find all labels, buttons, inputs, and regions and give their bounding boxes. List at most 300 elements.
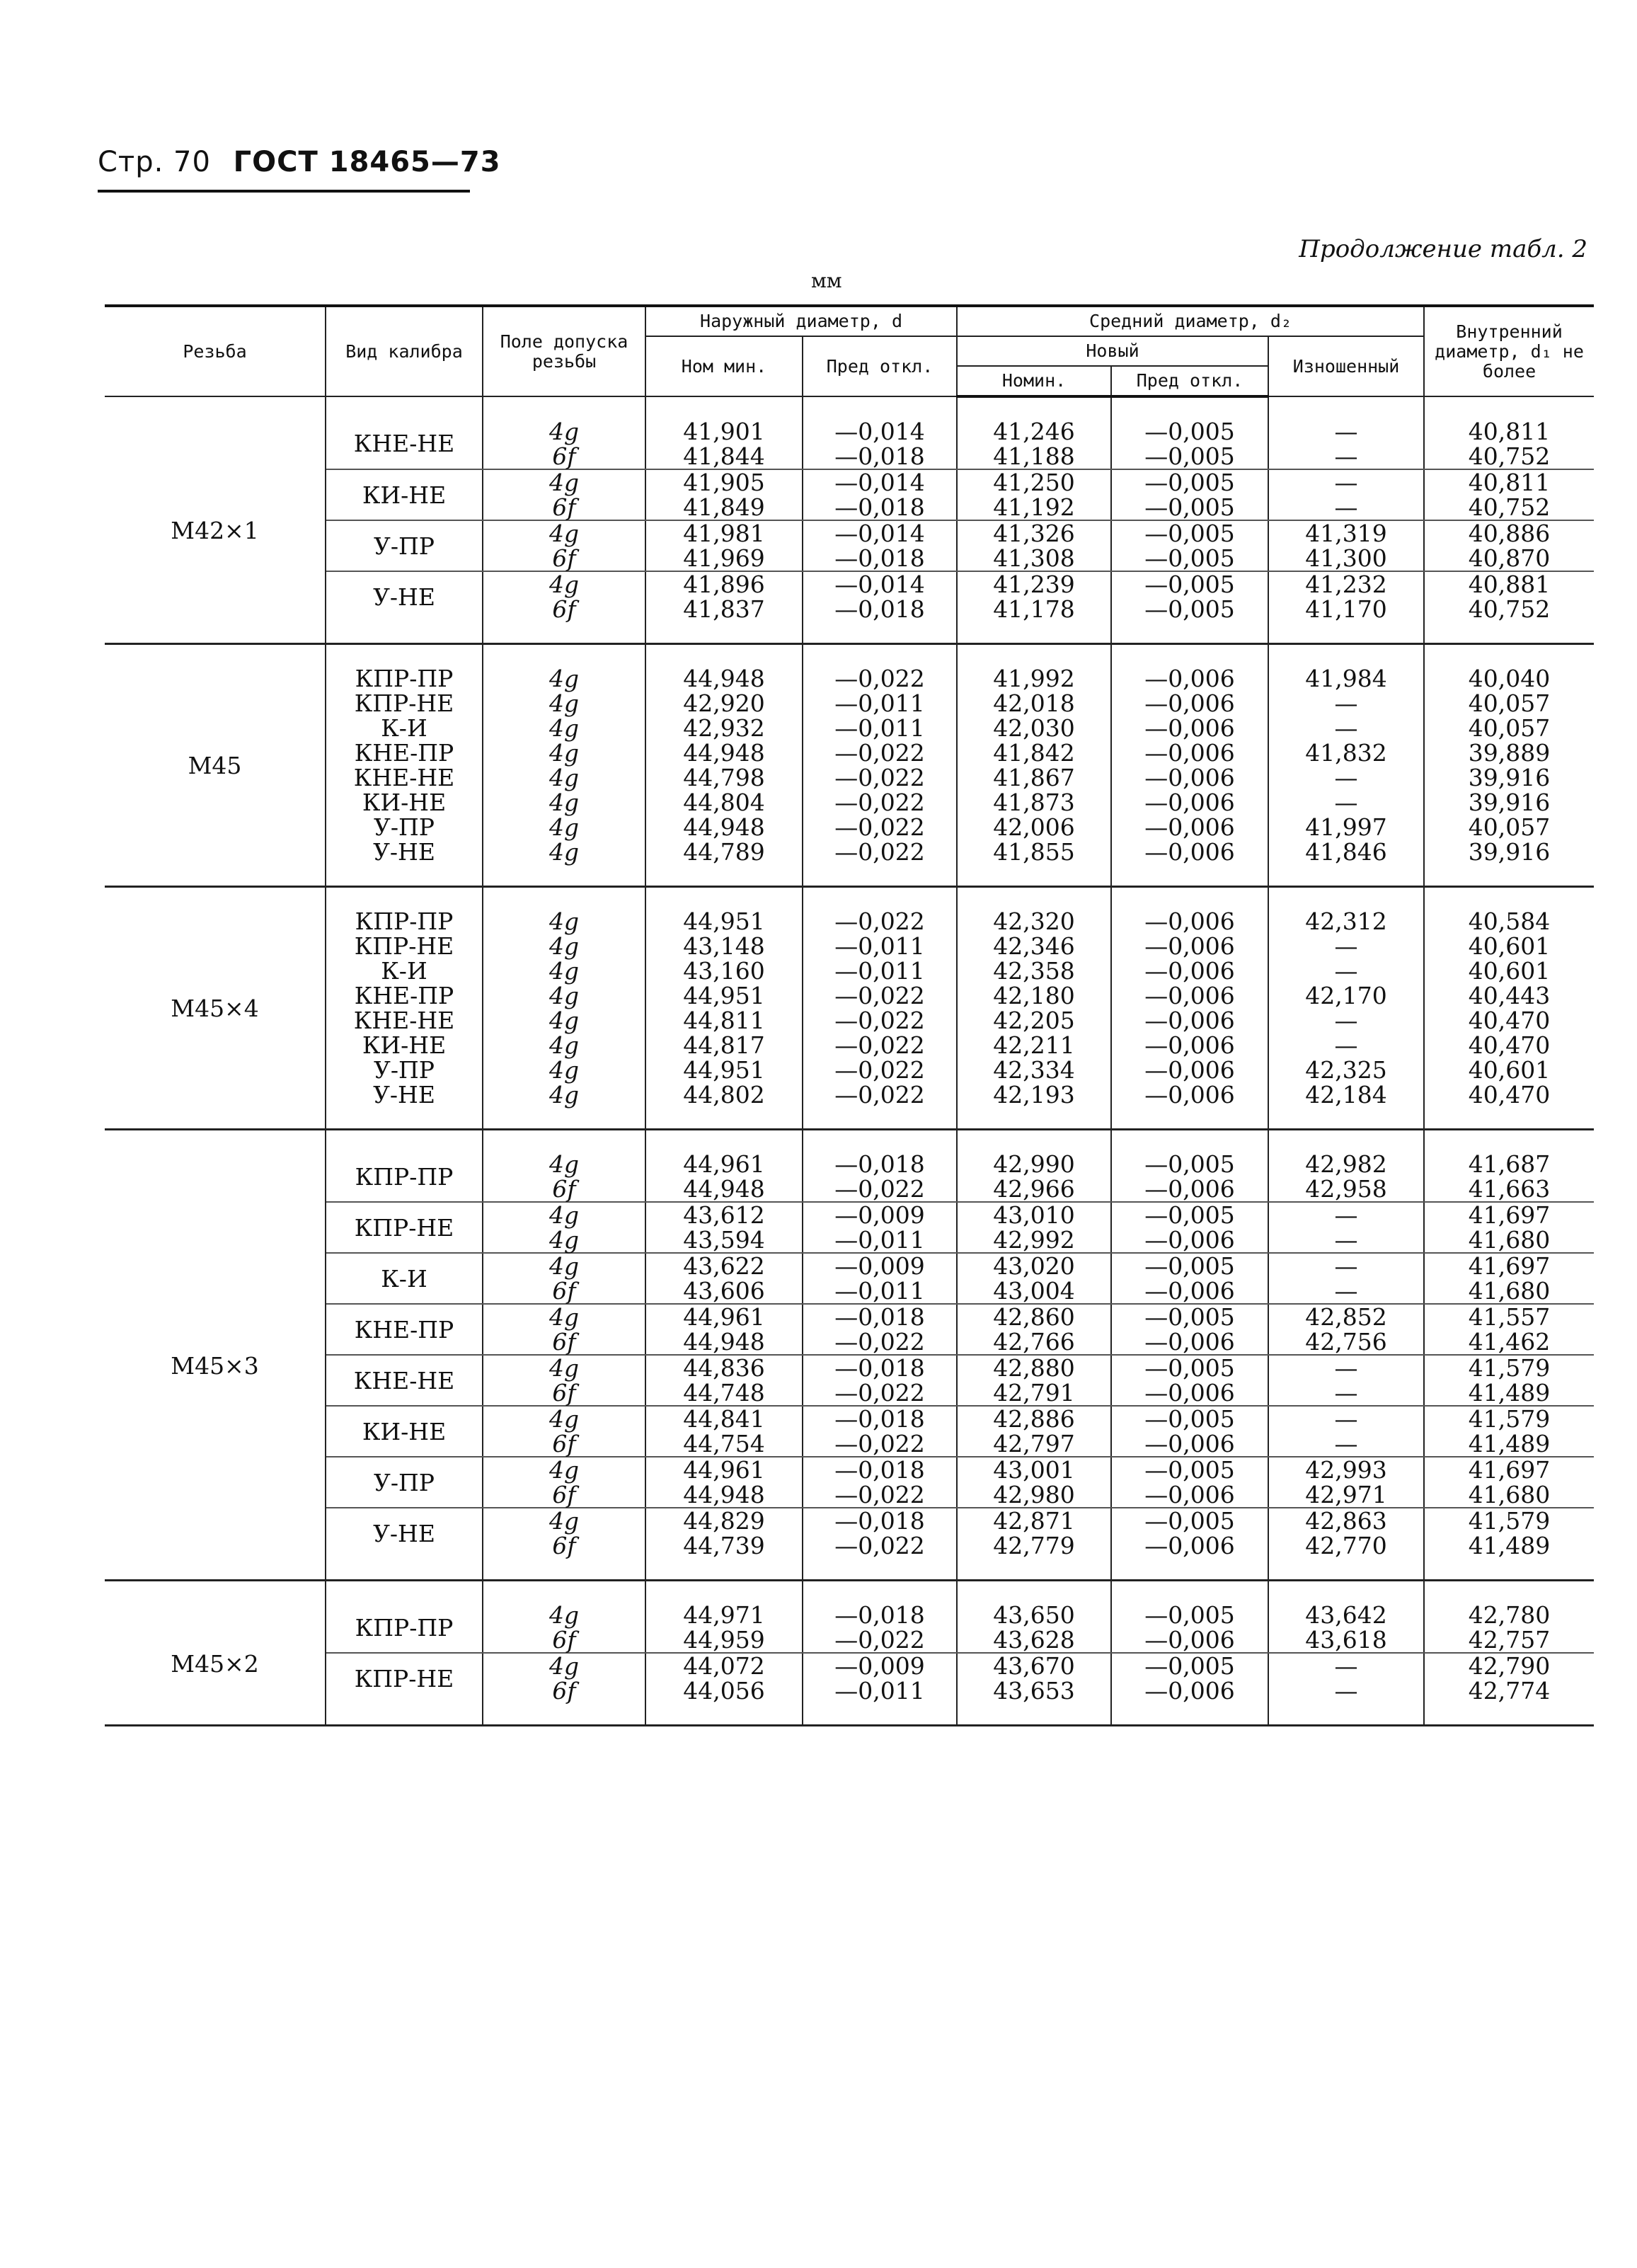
outer-deviation-value: —0,018 <box>834 595 925 623</box>
outer-deviation-value: —0,022 <box>834 1328 925 1356</box>
tolerance-field-value: 4g <box>548 1456 580 1484</box>
tolerance-field-value: 4g <box>548 1601 580 1629</box>
tolerance-field-value: 6f <box>552 1481 576 1508</box>
outer-diameter-value: 44,971 <box>683 1601 765 1629</box>
gauge-type-value: КНЕ-НЕ <box>353 1366 455 1394</box>
worn-value: — <box>1334 1226 1358 1254</box>
outer-deviation-value: —0,022 <box>834 1056 925 1084</box>
gauge-type-value: КПР-НЕ <box>354 689 454 717</box>
worn-value: — <box>1334 1031 1358 1059</box>
tolerance-field-value: 4g <box>548 789 580 816</box>
inner-diameter-value: 41,489 <box>1468 1379 1551 1407</box>
header-underline <box>98 190 470 193</box>
pitch-deviation-value: —0,006 <box>1144 1379 1235 1407</box>
inner-diameter-value: 42,774 <box>1468 1677 1551 1705</box>
outer-deviation-value: —0,022 <box>834 1481 925 1508</box>
outer-deviation-value: —0,011 <box>834 1677 925 1705</box>
outer-deviation-value: —0,022 <box>834 1626 925 1654</box>
tolerance-field-value: 6f <box>552 1532 576 1559</box>
outer-deviation-value: —0,022 <box>834 1081 925 1109</box>
outer-diameter-cell <box>645 1457 803 1508</box>
tolerance-field-value: 4g <box>548 764 580 791</box>
outer-diameter-value: 44,798 <box>683 764 765 791</box>
pitch-nominal-value: 42,860 <box>993 1303 1075 1331</box>
pitch-nominal-value: 42,980 <box>993 1481 1075 1508</box>
outer-deviation-value: —0,011 <box>834 689 925 717</box>
pitch-deviation-cell <box>1111 1653 1268 1726</box>
outer-deviation-cell <box>803 1406 957 1457</box>
outer-deviation-cell <box>803 396 957 469</box>
tolerance-field-value: 4g <box>548 520 580 547</box>
pitch-deviation-cell <box>1111 1581 1268 1654</box>
tolerance-field-value: 4g <box>548 1056 580 1084</box>
worn-value: — <box>1334 442 1358 470</box>
outer-diameter-value: 41,896 <box>683 571 765 598</box>
outer-deviation-value: —0,022 <box>834 1430 925 1457</box>
outer-diameter-value: 41,981 <box>683 520 765 547</box>
pitch-nominal-value: 41,192 <box>993 493 1075 521</box>
pitch-nominal-cell <box>957 1130 1111 1203</box>
inner-diameter-value: 40,811 <box>1468 417 1551 445</box>
outer-deviation-value: —0,018 <box>834 493 925 521</box>
worn-value: — <box>1334 417 1358 445</box>
table-row <box>105 1653 1594 1726</box>
worn-value: 42,993 <box>1305 1456 1387 1484</box>
inner-diameter-value: 41,663 <box>1468 1175 1551 1203</box>
page-header <box>98 146 501 178</box>
outer-diameter-value: 44,789 <box>683 838 765 866</box>
worn-value: 41,232 <box>1305 571 1387 598</box>
pitch-deviation-cell <box>1111 1202 1268 1253</box>
gauge-type-value: КПР-НЕ <box>354 1664 454 1693</box>
pitch-nominal-value: 42,006 <box>993 813 1075 841</box>
gauge-type-value: КИ-НЕ <box>362 481 447 509</box>
outer-deviation-cell <box>803 1457 957 1508</box>
worn-value: 41,984 <box>1305 665 1387 692</box>
pitch-nominal-value: 42,966 <box>993 1175 1075 1203</box>
gauge-type-cell <box>326 1653 483 1726</box>
inner-diameter-cell <box>1424 1581 1594 1654</box>
worn-value: — <box>1334 493 1358 521</box>
worn-value: — <box>1334 1007 1358 1034</box>
gauge-type-cell <box>326 1581 483 1654</box>
worn-value: 42,863 <box>1305 1507 1387 1535</box>
tolerance-field-value: 6f <box>552 1626 576 1654</box>
gauge-type-value: КПР-ПР <box>355 1613 454 1642</box>
worn-value: — <box>1334 957 1358 985</box>
inner-diameter-value: 41,489 <box>1468 1430 1551 1457</box>
gauge-type-value: КПР-ПР <box>355 665 454 692</box>
pitch-nominal-value: 41,188 <box>993 442 1075 470</box>
worn-value: — <box>1334 469 1358 496</box>
inner-diameter-value: 41,680 <box>1468 1481 1551 1508</box>
worn-value: — <box>1334 789 1358 816</box>
pitch-deviation-cell <box>1111 1253 1268 1304</box>
inner-diameter-value: 40,601 <box>1468 932 1551 960</box>
tolerance-field-value: 4g <box>548 1081 580 1109</box>
tolerance-field-value: 6f <box>552 1277 576 1305</box>
worn-cell <box>1268 571 1424 644</box>
col-outer-nominal-min: Ном мин. <box>645 336 803 396</box>
outer-deviation-value: —0,011 <box>834 957 925 985</box>
outer-diameter-cell <box>645 571 803 644</box>
worn-value: 41,846 <box>1305 838 1387 866</box>
tolerance-field-cell <box>483 644 645 887</box>
pitch-deviation-value: —0,005 <box>1144 418 1235 445</box>
pitch-deviation-cell <box>1111 1130 1268 1203</box>
outer-diameter-value: 44,804 <box>683 789 765 816</box>
outer-diameter-value: 44,951 <box>683 907 765 935</box>
inner-diameter-value: 40,881 <box>1468 571 1551 598</box>
worn-cell <box>1268 469 1424 520</box>
pitch-nominal-value: 43,650 <box>993 1601 1075 1629</box>
outer-diameter-value: 42,932 <box>683 714 765 742</box>
tolerance-field-value: 4g <box>548 838 580 866</box>
pitch-nominal-value: 42,320 <box>993 907 1075 935</box>
pitch-nominal-value: 43,001 <box>993 1456 1075 1484</box>
table-row <box>105 887 1594 1130</box>
outer-diameter-value: 41,837 <box>683 595 765 623</box>
gauge-type-value: К-И <box>381 714 427 742</box>
outer-deviation-cell <box>803 1304 957 1355</box>
thread-cell: М45×4 <box>105 887 326 1130</box>
outer-deviation-value: —0,022 <box>834 665 925 692</box>
gauge-type-value: КИ-НЕ <box>362 1417 447 1445</box>
worn-cell <box>1268 520 1424 571</box>
outer-deviation-cell <box>803 644 957 887</box>
outer-diameter-value: 44,948 <box>683 739 765 767</box>
inner-diameter-cell <box>1424 1457 1594 1508</box>
pitch-nominal-cell <box>957 1508 1111 1581</box>
thread-cell: М42×1 <box>105 396 326 644</box>
inner-diameter-cell <box>1424 1304 1594 1355</box>
pitch-nominal-value: 41,178 <box>993 595 1075 623</box>
outer-deviation-value: —0,022 <box>834 907 925 935</box>
pitch-nominal-value: 42,358 <box>993 957 1075 985</box>
pitch-deviation-value: —0,005 <box>1144 595 1235 623</box>
pitch-deviation-value: —0,005 <box>1144 1150 1235 1178</box>
outer-diameter-value: 43,160 <box>683 957 765 985</box>
outer-diameter-value: 44,056 <box>683 1677 765 1705</box>
inner-diameter-cell <box>1424 469 1594 520</box>
pitch-deviation-value: —0,006 <box>1144 1007 1235 1034</box>
outer-diameter-value: 41,849 <box>683 493 765 521</box>
gauge-type-cell <box>326 571 483 644</box>
tolerance-field-value: 4g <box>548 1007 580 1034</box>
gauge-type-cell <box>326 1202 483 1253</box>
inner-diameter-value: 41,489 <box>1468 1532 1551 1559</box>
thread-cell: М45×2 <box>105 1581 326 1726</box>
worn-value: — <box>1334 764 1358 791</box>
pitch-nominal-value: 41,992 <box>993 665 1075 692</box>
worn-value: 42,971 <box>1305 1481 1387 1508</box>
gauge-type-value: У-НЕ <box>373 838 435 866</box>
tolerance-field-cell <box>483 1304 645 1355</box>
pitch-nominal-value: 42,797 <box>993 1430 1075 1457</box>
inner-diameter-value: 42,790 <box>1468 1652 1551 1680</box>
pitch-deviation-value: —0,005 <box>1144 442 1235 470</box>
outer-deviation-value: —0,022 <box>834 739 925 767</box>
worn-value: 42,184 <box>1305 1081 1387 1109</box>
gauge-type-value: У-НЕ <box>373 583 435 611</box>
tolerance-field-value: 4g <box>548 469 580 496</box>
inner-diameter-value: 40,870 <box>1468 544 1551 572</box>
tolerance-field-value: 4g <box>548 1150 580 1178</box>
outer-diameter-value: 44,817 <box>683 1031 765 1059</box>
pitch-nominal-value: 43,653 <box>993 1677 1075 1705</box>
outer-diameter-value: 44,948 <box>683 1175 765 1203</box>
tolerance-field-value: 4g <box>548 1652 580 1680</box>
outer-diameter-cell <box>645 1508 803 1581</box>
gauge-type-value: КПР-ПР <box>355 1162 454 1191</box>
inner-diameter-value: 41,557 <box>1468 1303 1551 1331</box>
pitch-deviation-value: —0,005 <box>1144 571 1235 598</box>
pitch-nominal-value: 43,020 <box>993 1252 1075 1280</box>
pitch-deviation-cell <box>1111 520 1268 571</box>
pitch-deviation-cell <box>1111 887 1268 1130</box>
pitch-nominal-value: 42,766 <box>993 1328 1075 1356</box>
pitch-nominal-value: 41,867 <box>993 764 1075 791</box>
outer-diameter-value: 44,959 <box>683 1626 765 1654</box>
outer-deviation-value: —0,011 <box>834 1226 925 1254</box>
pitch-nominal-value: 41,873 <box>993 789 1075 816</box>
pitch-nominal-value: 42,791 <box>993 1379 1075 1407</box>
inner-diameter-value: 39,916 <box>1468 789 1551 816</box>
inner-diameter-value: 42,780 <box>1468 1601 1551 1629</box>
gauge-type-value: КИ-НЕ <box>362 789 447 816</box>
inner-diameter-cell <box>1424 887 1594 1130</box>
tolerance-field-value: 4g <box>548 982 580 1009</box>
pitch-deviation-value: —0,006 <box>1144 1532 1235 1559</box>
inner-diameter-cell <box>1424 571 1594 644</box>
pitch-nominal-value: 42,871 <box>993 1507 1075 1535</box>
worn-value: — <box>1334 1354 1358 1382</box>
outer-diameter-cell <box>645 1581 803 1654</box>
inner-diameter-value: 41,462 <box>1468 1328 1551 1356</box>
outer-diameter-value: 44,072 <box>683 1652 765 1680</box>
pitch-deviation-value: —0,005 <box>1144 544 1235 572</box>
gauge-type-value: У-ПР <box>374 813 435 841</box>
outer-diameter-value: 44,961 <box>683 1456 765 1484</box>
inner-diameter-value: 40,040 <box>1468 665 1551 692</box>
inner-diameter-cell <box>1424 1355 1594 1406</box>
pitch-deviation-cell <box>1111 644 1268 887</box>
pitch-nominal-value: 42,990 <box>993 1150 1075 1178</box>
table-body <box>105 396 1594 1726</box>
pitch-deviation-value: —0,006 <box>1144 1677 1235 1705</box>
pitch-nominal-value: 43,004 <box>993 1277 1075 1305</box>
inner-diameter-value: 40,886 <box>1468 520 1551 547</box>
pitch-nominal-value: 42,193 <box>993 1081 1075 1109</box>
tolerance-field-cell <box>483 520 645 571</box>
pitch-deviation-value: —0,005 <box>1144 1456 1235 1484</box>
tolerance-field-cell <box>483 396 645 469</box>
worn-cell <box>1268 887 1424 1130</box>
pitch-nominal-cell <box>957 469 1111 520</box>
inner-diameter-cell <box>1424 1406 1594 1457</box>
outer-diameter-value: 44,829 <box>683 1507 765 1535</box>
gauge-type-cell <box>326 520 483 571</box>
tolerance-field-value: 6f <box>552 595 576 623</box>
col-worn: Изношенный <box>1268 336 1424 396</box>
outer-deviation-value: —0,022 <box>834 838 925 866</box>
gauge-type-cell <box>326 1355 483 1406</box>
gauge-type-value: КПР-НЕ <box>354 1213 454 1242</box>
tolerance-field-cell <box>483 887 645 1130</box>
gauge-type-value: К-И <box>381 1264 427 1293</box>
outer-deviation-value: —0,022 <box>834 982 925 1009</box>
outer-deviation-value: —0,022 <box>834 764 925 791</box>
outer-diameter-value: 44,961 <box>683 1150 765 1178</box>
worn-cell <box>1268 1355 1424 1406</box>
pitch-deviation-value: —0,006 <box>1144 1481 1235 1508</box>
tolerance-field-cell <box>483 1406 645 1457</box>
pitch-deviation-value: —0,006 <box>1144 1277 1235 1305</box>
table-row <box>105 520 1594 571</box>
worn-cell <box>1268 1653 1424 1726</box>
worn-cell <box>1268 1253 1424 1304</box>
worn-value: — <box>1334 1405 1358 1433</box>
outer-diameter-cell <box>645 1406 803 1457</box>
tolerance-field-value: 6f <box>552 493 576 521</box>
outer-deviation-value: —0,018 <box>834 1601 925 1629</box>
tolerance-field-value: 4g <box>548 417 580 445</box>
pitch-nominal-cell <box>957 1406 1111 1457</box>
tolerance-field-value: 4g <box>548 665 580 692</box>
outer-deviation-cell <box>803 1355 957 1406</box>
inner-diameter-value: 40,470 <box>1468 1031 1551 1059</box>
outer-diameter-cell <box>645 1653 803 1726</box>
pitch-nominal-value: 42,334 <box>993 1056 1075 1084</box>
pitch-deviation-value: —0,006 <box>1144 957 1235 985</box>
pitch-deviation-value: —0,005 <box>1144 1507 1235 1535</box>
inner-diameter-cell <box>1424 1653 1594 1726</box>
inner-diameter-value: 40,601 <box>1468 957 1551 985</box>
worn-value: — <box>1334 714 1358 742</box>
pitch-nominal-cell <box>957 1355 1111 1406</box>
outer-deviation-value: —0,014 <box>834 469 925 496</box>
outer-diameter-value: 43,612 <box>683 1201 765 1229</box>
col-thread: Резьба <box>105 306 326 396</box>
worn-cell <box>1268 1130 1424 1203</box>
worn-value: 42,325 <box>1305 1056 1387 1084</box>
worn-cell <box>1268 1581 1424 1654</box>
gauge-type-value: У-НЕ <box>373 1081 435 1109</box>
standard-designation: ГОСТ 18465—73 <box>233 146 501 178</box>
outer-diameter-value: 44,739 <box>683 1532 765 1559</box>
table-row <box>105 644 1594 887</box>
outer-diameter-value: 43,594 <box>683 1226 765 1254</box>
tolerance-field-value: 4g <box>548 1252 580 1280</box>
inner-diameter-cell <box>1424 644 1594 887</box>
gauge-type-value: КНЕ-ПР <box>354 982 454 1009</box>
table-row <box>105 1253 1594 1304</box>
pitch-nominal-value: 42,880 <box>993 1354 1075 1382</box>
tolerance-field-value: 4g <box>548 714 580 742</box>
col-outer-deviation: Пред откл. <box>803 336 957 396</box>
tolerance-field-cell <box>483 571 645 644</box>
tolerance-field-value: 6f <box>552 1379 576 1407</box>
inner-diameter-value: 40,811 <box>1468 469 1551 496</box>
outer-deviation-value: —0,011 <box>834 1277 925 1305</box>
outer-deviation-value: —0,018 <box>834 1507 925 1535</box>
inner-diameter-value: 41,680 <box>1468 1277 1551 1305</box>
outer-deviation-value: —0,022 <box>834 813 925 841</box>
outer-diameter-value: 44,802 <box>683 1081 765 1109</box>
outer-diameter-value: 44,836 <box>683 1354 765 1382</box>
gauge-type-value: КНЕ-НЕ <box>353 764 455 791</box>
col-pitch-deviation: Пред откл. <box>1111 366 1268 396</box>
pitch-deviation-cell <box>1111 1304 1268 1355</box>
thread-cell: М45×3 <box>105 1130 326 1581</box>
table-row <box>105 469 1594 520</box>
tolerance-field-value: 6f <box>552 442 576 470</box>
pitch-deviation-value: —0,006 <box>1144 1328 1235 1356</box>
gauge-type-value: У-НЕ <box>373 1519 435 1547</box>
worn-value: 42,982 <box>1305 1150 1387 1178</box>
tolerance-field-value: 4g <box>548 1354 580 1382</box>
pitch-deviation-value: —0,006 <box>1144 1056 1235 1084</box>
pitch-nominal-value: 42,886 <box>993 1405 1075 1433</box>
table-row <box>105 1355 1594 1406</box>
outer-deviation-value: —0,018 <box>834 1303 925 1331</box>
tolerance-field-value: 6f <box>552 1175 576 1203</box>
outer-diameter-value: 44,811 <box>683 1007 765 1034</box>
pitch-deviation-value: —0,005 <box>1144 1652 1235 1680</box>
table-row <box>105 1581 1594 1654</box>
outer-diameter-value: 41,905 <box>683 469 765 496</box>
col-new: Новый <box>957 336 1268 366</box>
pitch-deviation-cell <box>1111 1355 1268 1406</box>
inner-diameter-value: 41,579 <box>1468 1405 1551 1433</box>
tolerance-field-value: 4g <box>548 1405 580 1433</box>
outer-diameter-value: 44,948 <box>683 665 765 692</box>
outer-diameter-value: 44,951 <box>683 1056 765 1084</box>
inner-diameter-value: 41,579 <box>1468 1354 1551 1382</box>
pitch-nominal-cell <box>957 1653 1111 1726</box>
outer-deviation-value: —0,018 <box>834 1405 925 1433</box>
tolerance-field-cell <box>483 1253 645 1304</box>
outer-diameter-value: 44,748 <box>683 1379 765 1407</box>
pitch-deviation-value: —0,006 <box>1144 689 1235 717</box>
outer-deviation-value: —0,014 <box>834 417 925 445</box>
pitch-deviation-value: —0,006 <box>1144 813 1235 841</box>
table-row <box>105 1508 1594 1581</box>
outer-diameter-value: 44,841 <box>683 1405 765 1433</box>
outer-diameter-value: 41,901 <box>683 417 765 445</box>
col-gauge-type: Вид калибра <box>326 306 483 396</box>
tolerance-field-value: 6f <box>552 544 576 572</box>
outer-deviation-value: —0,009 <box>834 1652 925 1680</box>
worn-value: 42,958 <box>1305 1175 1387 1203</box>
outer-diameter-value: 44,961 <box>683 1303 765 1331</box>
pitch-deviation-value: —0,006 <box>1144 764 1235 791</box>
worn-value: 42,170 <box>1305 982 1387 1009</box>
pitch-deviation-cell <box>1111 1406 1268 1457</box>
gauge-type-value: КНЕ-НЕ <box>353 1007 455 1034</box>
pitch-deviation-value: —0,006 <box>1144 1430 1235 1457</box>
outer-deviation-value: —0,022 <box>834 1379 925 1407</box>
outer-deviation-cell <box>803 1202 957 1253</box>
gauge-type-cell <box>326 1457 483 1508</box>
tolerance-field-value: 4g <box>548 813 580 841</box>
gauge-type-value: КНЕ-ПР <box>354 1315 454 1344</box>
inner-diameter-value: 41,687 <box>1468 1150 1551 1178</box>
gauge-type-cell <box>326 1508 483 1581</box>
inner-diameter-value: 40,470 <box>1468 1081 1551 1109</box>
gauge-type-cell <box>326 644 483 887</box>
tolerance-field-cell <box>483 469 645 520</box>
